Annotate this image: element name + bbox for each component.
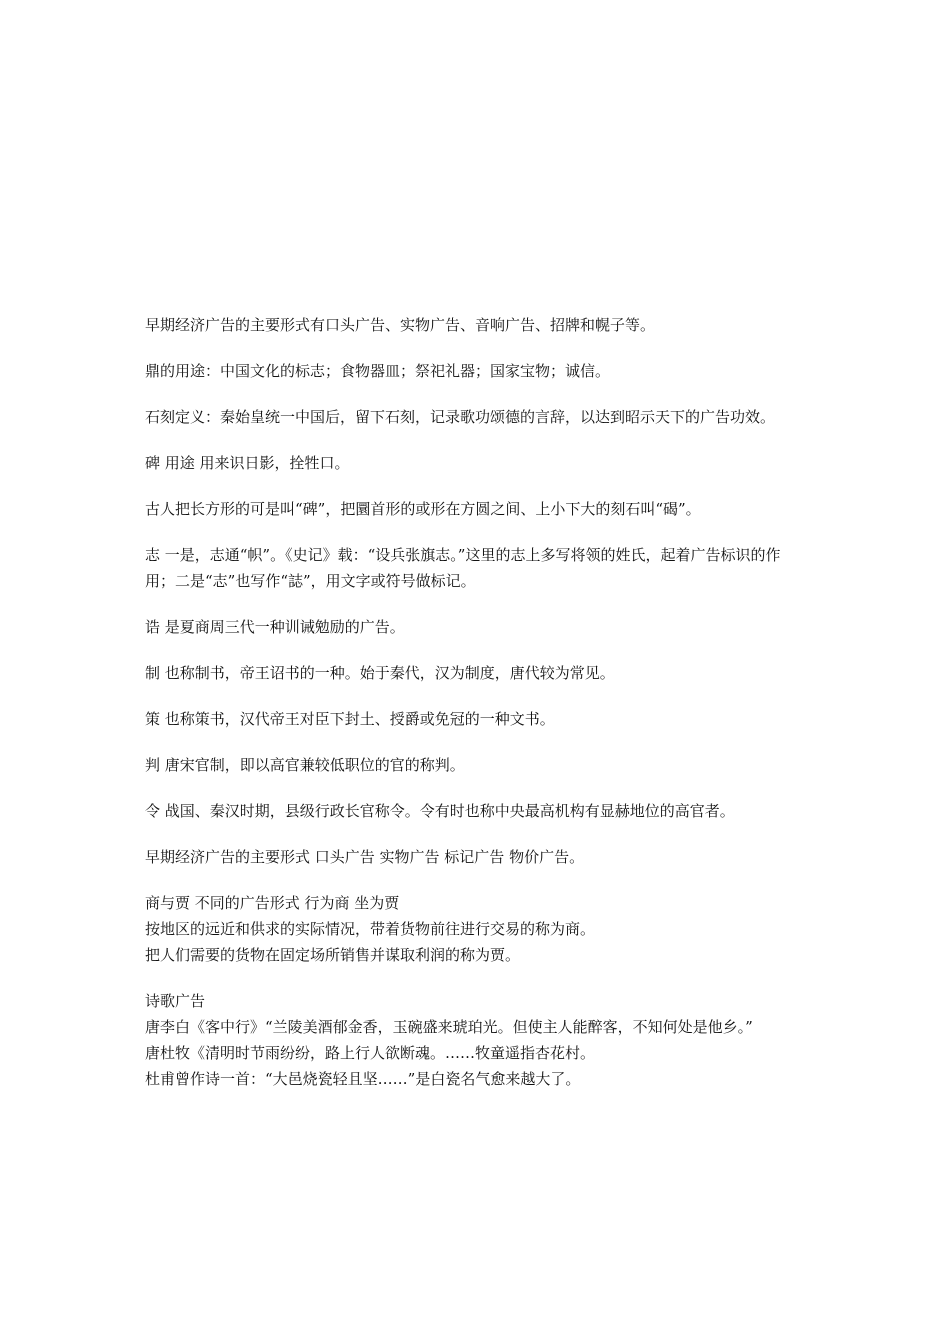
paragraph-early-forms-list [145,844,810,870]
text-line: 杜甫曾作诗一首：“大邑烧瓷轻且坚……”是白瓷名气愈来越大了。 [145,1070,581,1088]
text-line: 古人把长方形的可是叫“碑”，把圜首形的或形在方圆之间、上小下大的刻石叫“碣”。 [145,500,701,518]
paragraph-poetry-ads [145,988,810,1092]
text-line: 石刻定义：秦始皇统一中国后，留下石刻，记录歌功颂德的言辞，以达到昭示天下的广告功效。 [145,408,776,426]
text-line: 早期经济广告的主要形式 口头广告 实物广告 标记广告 物价广告。 [145,848,585,866]
paragraph-economic-ad-forms [145,312,810,338]
text-line: 唐杜牧《清明时节雨纷纷，路上行人欲断魂。……牧童遥指杏花村。 [145,1044,596,1062]
text-line: 诗歌广告 [145,992,206,1010]
text-line: 唐李白《客中行》“兰陵美酒郁金香，玉碗盛来琥珀光。但使主人能醉客，不知何处是他乡。” [145,1018,753,1036]
text-line: 早期经济广告的主要形式有口头广告、实物广告、音响广告、招牌和幌子等。 [145,316,656,334]
text-line: 按地区的远近和供求的实际情况，带着货物前往进行交易的称为商。 [145,920,596,938]
paragraph-zhi-decree [145,660,810,686]
paragraph-ling [145,798,810,824]
text-line: 策 也称策书，汉代帝王对臣下封土、授爵或免冠的一种文书。 [145,710,555,728]
text-line: 把人们需要的货物在固定场所销售并谋取利润的称为贾。 [145,946,521,964]
paragraph-stone-carving [145,404,810,430]
text-line: 商与贾 不同的广告形式 行为商 坐为贾 [145,894,400,912]
text-line: 判 唐宋官制，即以高官兼较低职位的官的称判。 [145,756,465,774]
text-line: 碑 用途 用来识日影，拴牲口。 [145,454,350,472]
document-body [145,312,810,1112]
paragraph-stele-use [145,450,810,476]
paragraph-ding-use [145,358,810,384]
paragraph-ce [145,706,810,732]
text-line: 志 一是，志通“帜”。《史记》载：“设兵张旗志。”这里的志上多写将领的姓氏，起着广告标识的作用；二是“志”也写作“誌”，用文字或符号做标记。 [145,546,781,590]
text-line: 诰 是夏商周三代一种训诫勉励的广告。 [145,618,405,636]
paragraph-stele-shape [145,496,810,522]
paragraph-pan [145,752,810,778]
text-line: 制 也称制书，帝王诏书的一种。始于秦代，汉为制度，唐代较为常见。 [145,664,615,682]
text-line: 令 战国、秦汉时期，县级行政长官称令。令有时也称中央最高机构有显赫地位的高官者。 [145,802,735,820]
paragraph-zhi [145,542,810,594]
text-line: 鼎的用途：中国文化的标志；食物器皿；祭祀礼器；国家宝物；诚信。 [145,362,611,380]
paragraph-shang-gu [145,890,810,968]
paragraph-gao [145,614,810,640]
